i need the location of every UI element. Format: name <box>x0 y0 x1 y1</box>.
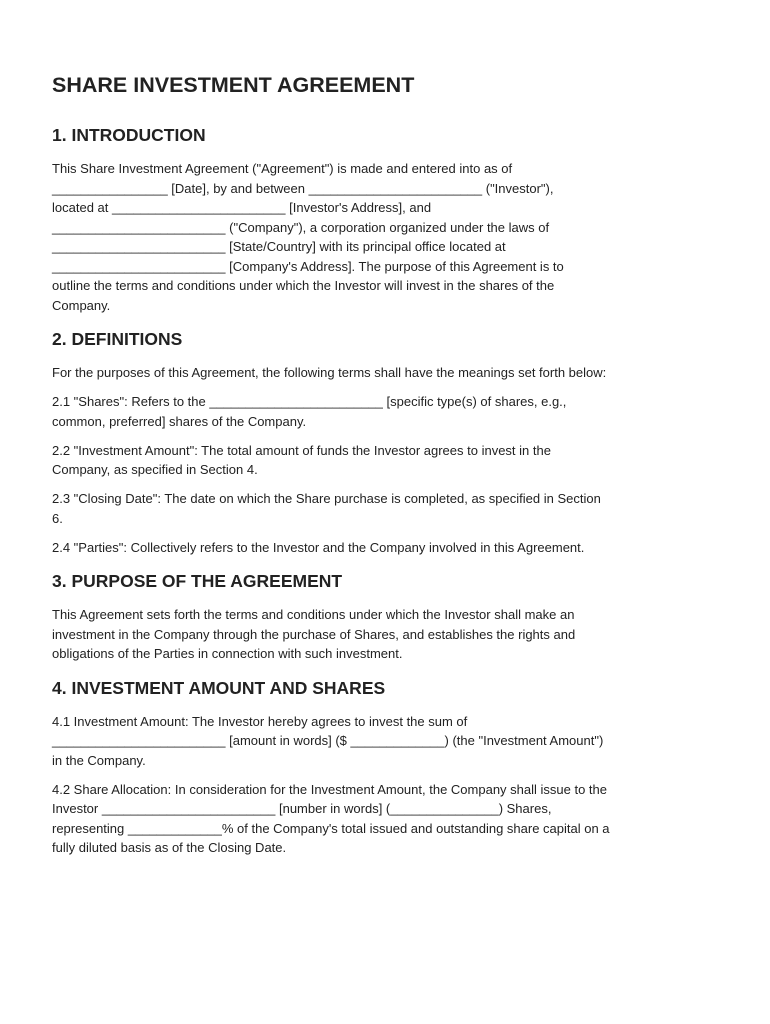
text-line: 2.3 "Closing Date": The date on which the Share purchase is completed, as specified in Section <box>52 491 601 506</box>
section-2 <box>52 327 732 557</box>
text-line: Company, as specified in Section 4. <box>52 462 258 477</box>
paragraph <box>52 538 732 558</box>
text-line: 2.4 "Parties": Collectively refers to the Investor and the Company involved in this Agreement. <box>52 539 585 555</box>
section-1 <box>52 123 732 315</box>
paragraph <box>52 489 732 528</box>
text-line: 4.2 Share Allocation: In consideration for the Investment Amount, the Company shall issue to the <box>52 781 607 797</box>
text-line: 2.1 "Shares": Refers to the ________________________ [specific type(s) of shares, e.g., <box>52 394 567 409</box>
text-line: 6. <box>52 510 63 526</box>
section-heading: 4. INVESTMENT AMOUNT AND SHARES <box>52 677 386 698</box>
text-line: located at ________________________ [Investor's Address], and <box>52 200 432 215</box>
text-line: representing _____________% of the Company's total issued and outstanding share capital on a <box>52 820 610 836</box>
text-line: obligations of the Parties in connection with such investment. <box>52 646 403 661</box>
paragraph <box>52 159 732 315</box>
section-heading: 1. INTRODUCTION <box>52 125 206 145</box>
text-line: ________________________ ("Company"), a corporation organized under the laws of <box>52 219 550 235</box>
text-line: Investor ________________________ [number in words] (_______________) Shares, <box>52 801 552 816</box>
paragraph <box>52 712 732 771</box>
text-line: For the purposes of this Agreement, the following terms shall have the meanings set forth below: <box>52 365 607 380</box>
text-line: This Agreement sets forth the terms and conditions under which the Investor shall make an <box>52 607 575 622</box>
text-line: common, preferred] shares of the Company. <box>52 413 307 429</box>
paragraph <box>52 605 732 664</box>
text-line: This Share Investment Agreement ("Agreement") is made and entered into as of <box>52 161 513 176</box>
text-line: 4.1 Investment Amount: The Investor hereby agrees to invest the sum of <box>52 713 468 729</box>
text-line: fully diluted basis as of the Closing Date. <box>52 840 287 855</box>
text-line: ________________________ [Company's Address]. The purpose of this Agreement is to <box>52 258 564 274</box>
section-4 <box>52 676 732 858</box>
paragraph <box>52 392 732 431</box>
section-heading: 2. DEFINITIONS <box>52 329 183 349</box>
text-line: in the Company. <box>52 752 146 768</box>
text-line: investment in the Company through the purchase of Shares, and establishes the rights and <box>52 626 576 642</box>
sections <box>52 123 732 858</box>
section-heading: 3. PURPOSE OF THE AGREEMENT <box>52 571 343 591</box>
text-line: outline the terms and conditions under which the Investor will invest in the shares of the <box>52 278 555 293</box>
paragraph <box>52 363 732 383</box>
text-line: Company. <box>52 297 111 313</box>
document <box>52 71 732 867</box>
section-3 <box>52 569 732 664</box>
paragraph <box>52 441 732 480</box>
document-title: SHARE INVESTMENT AGREEMENT <box>52 73 415 97</box>
text-line: ________________________ [amount in words] ($ _____________) (the "Investment Amount") <box>52 733 604 748</box>
text-line: ________________________ [State/Country] with its principal office located at <box>52 239 506 254</box>
text-line: ________________ [Date], by and between ________________________ ("Investor"), <box>52 180 554 196</box>
text-line: 2.2 "Investment Amount": The total amount of funds the Investor agrees to invest in the <box>52 442 551 458</box>
paragraph <box>52 780 732 858</box>
